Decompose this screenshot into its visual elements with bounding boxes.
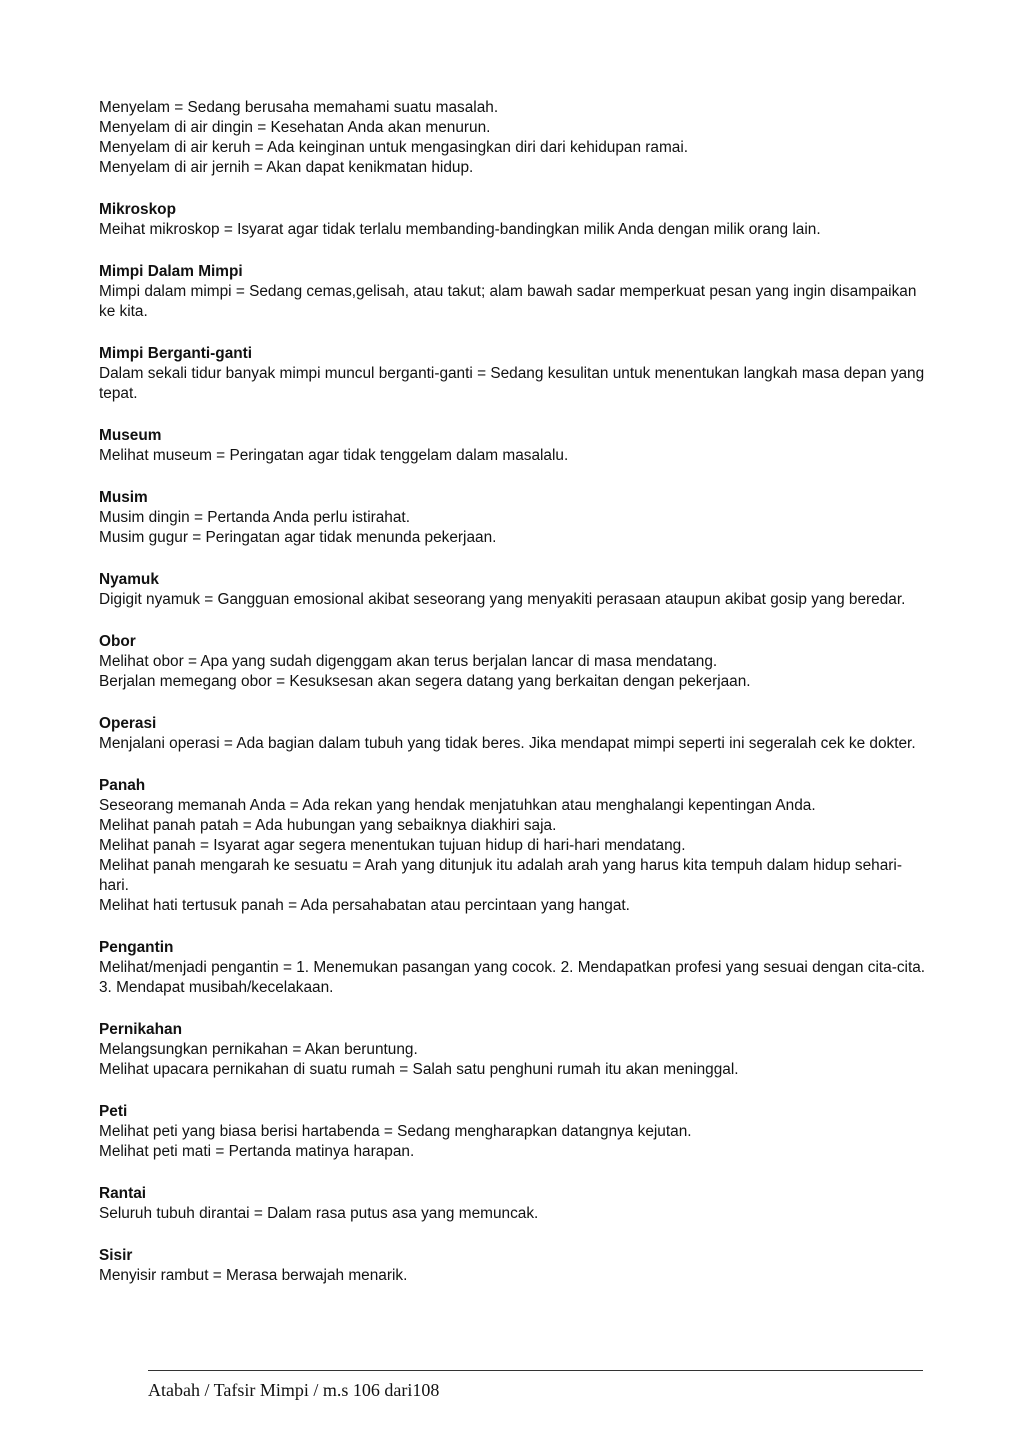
entry-heading: Panah (99, 777, 146, 794)
entry-heading: Pernikahan (99, 1021, 182, 1038)
entry-pernikahan (99, 1020, 929, 1080)
intro-line: Menyelam = Sedang berusaha memahami suatu masalah. (99, 99, 499, 116)
entry-mikroskop (99, 200, 929, 240)
entry-peti (99, 1102, 929, 1162)
entry-heading: Museum (99, 427, 162, 444)
entry-nyamuk (99, 570, 929, 610)
entry-line: Menyisir rambut = Merasa berwajah menarik. (99, 1267, 408, 1284)
intro-line: Menyelam di air keruh = Ada keinginan untuk mengasingkan diri dari kehidupan ramai. (99, 139, 689, 156)
entry-line: Dalam sekali tidur banyak mimpi muncul berganti-ganti = Sedang kesulitan untuk menentukan langkah masa depan yang tepat. (99, 365, 925, 402)
entry-sisir (99, 1246, 929, 1286)
entry-heading: Mimpi Dalam Mimpi (99, 263, 243, 280)
entry-obor (99, 632, 929, 692)
entry-panah (99, 776, 929, 916)
entry-heading: Sisir (99, 1247, 133, 1264)
entry-line: Melihat upacara pernikahan di suatu rumah = Salah satu penghuni rumah itu akan meninggal. (99, 1061, 739, 1078)
entry-heading: Mimpi Berganti-ganti (99, 345, 253, 362)
entry-musim (99, 488, 929, 548)
entry-line: Digigit nyamuk = Gangguan emosional akibat seseorang yang menyakiti perasaan ataupun akibat gosip yang beredar. (99, 591, 906, 608)
entry-line: Seseorang memanah Anda = Ada rekan yang hendak menjatuhkan atau menghalangi kepentingan Anda. (99, 797, 816, 814)
entry-heading: Rantai (99, 1185, 147, 1202)
intro-block (99, 98, 929, 178)
entry-line: Menjalani operasi = Ada bagian dalam tubuh yang tidak beres. Jika mendapat mimpi seperti ini segeralah cek ke dokter. (99, 735, 916, 752)
entry-heading: Mikroskop (99, 201, 176, 218)
entry-line: Musim gugur = Peringatan agar tidak menunda pekerjaan. (99, 529, 497, 546)
intro-line: Menyelam di air jernih = Akan dapat kenikmatan hidup. (99, 159, 474, 176)
entry-heading: Peti (99, 1103, 128, 1120)
entry-heading: Pengantin (99, 939, 174, 956)
entry-line: Melihat peti yang biasa berisi hartabenda = Sedang mengharapkan datangnya kejutan. (99, 1123, 692, 1140)
entry-pengantin (99, 938, 929, 998)
entry-line: Melangsungkan pernikahan = Akan beruntung. (99, 1041, 418, 1058)
entry-line: Melihat museum = Peringatan agar tidak tenggelam dalam masalalu. (99, 447, 569, 464)
entry-line: Seluruh tubuh dirantai = Dalam rasa putus asa yang memuncak. (99, 1205, 539, 1222)
document-body (99, 98, 929, 1308)
entry-mimpi-berganti-ganti (99, 344, 929, 404)
intro-line: Menyelam di air dingin = Kesehatan Anda akan menurun. (99, 119, 491, 136)
entry-heading: Nyamuk (99, 571, 159, 588)
entry-line: Melihat hati tertusuk panah = Ada persahabatan atau percintaan yang hangat. (99, 897, 630, 914)
entry-heading: Musim (99, 489, 148, 506)
footer-divider (148, 1370, 923, 1371)
entry-line: Musim dingin = Pertanda Anda perlu istirahat. (99, 509, 410, 526)
entry-line: Berjalan memegang obor = Kesuksesan akan segera datang yang berkaitan dengan pekerjaan. (99, 673, 751, 690)
entry-rantai (99, 1184, 929, 1224)
entry-operasi (99, 714, 929, 754)
entry-line: Melihat/menjadi pengantin = 1. Menemukan pasangan yang cocok. 2. Mendapatkan profesi yang sesuai dengan cita-cita. 3. Mendapat musibah/kecelakaan. (99, 959, 926, 996)
entry-line: Melihat obor = Apa yang sudah digenggam akan terus berjalan lancar di masa mendatang. (99, 653, 718, 670)
page-footer: Atabah / Tafsir Mimpi / m.s 106 dari108 (148, 1380, 440, 1400)
entry-heading: Operasi (99, 715, 157, 732)
entry-mimpi-dalam-mimpi (99, 262, 929, 322)
entry-museum (99, 426, 929, 466)
entry-line: Meihat mikroskop = Isyarat agar tidak terlalu membanding-bandingkan milik Anda dengan milik orang lain. (99, 221, 821, 238)
entry-line: Melihat panah mengarah ke sesuatu = Arah yang ditunjuk itu adalah arah yang harus kita tempuh dalam hidup sehari-hari. (99, 857, 902, 894)
entry-line: Melihat peti mati = Pertanda matinya harapan. (99, 1143, 415, 1160)
entry-line: Mimpi dalam mimpi = Sedang cemas,gelisah, atau takut; alam bawah sadar memperkuat pesan yang ingin disampaikan ke kita. (99, 283, 917, 320)
entry-line: Melihat panah = Isyarat agar segera menentukan tujuan hidup di hari-hari mendatang. (99, 837, 686, 854)
entry-line: Melihat panah patah = Ada hubungan yang sebaiknya diakhiri saja. (99, 817, 557, 834)
entry-heading: Obor (99, 633, 136, 650)
